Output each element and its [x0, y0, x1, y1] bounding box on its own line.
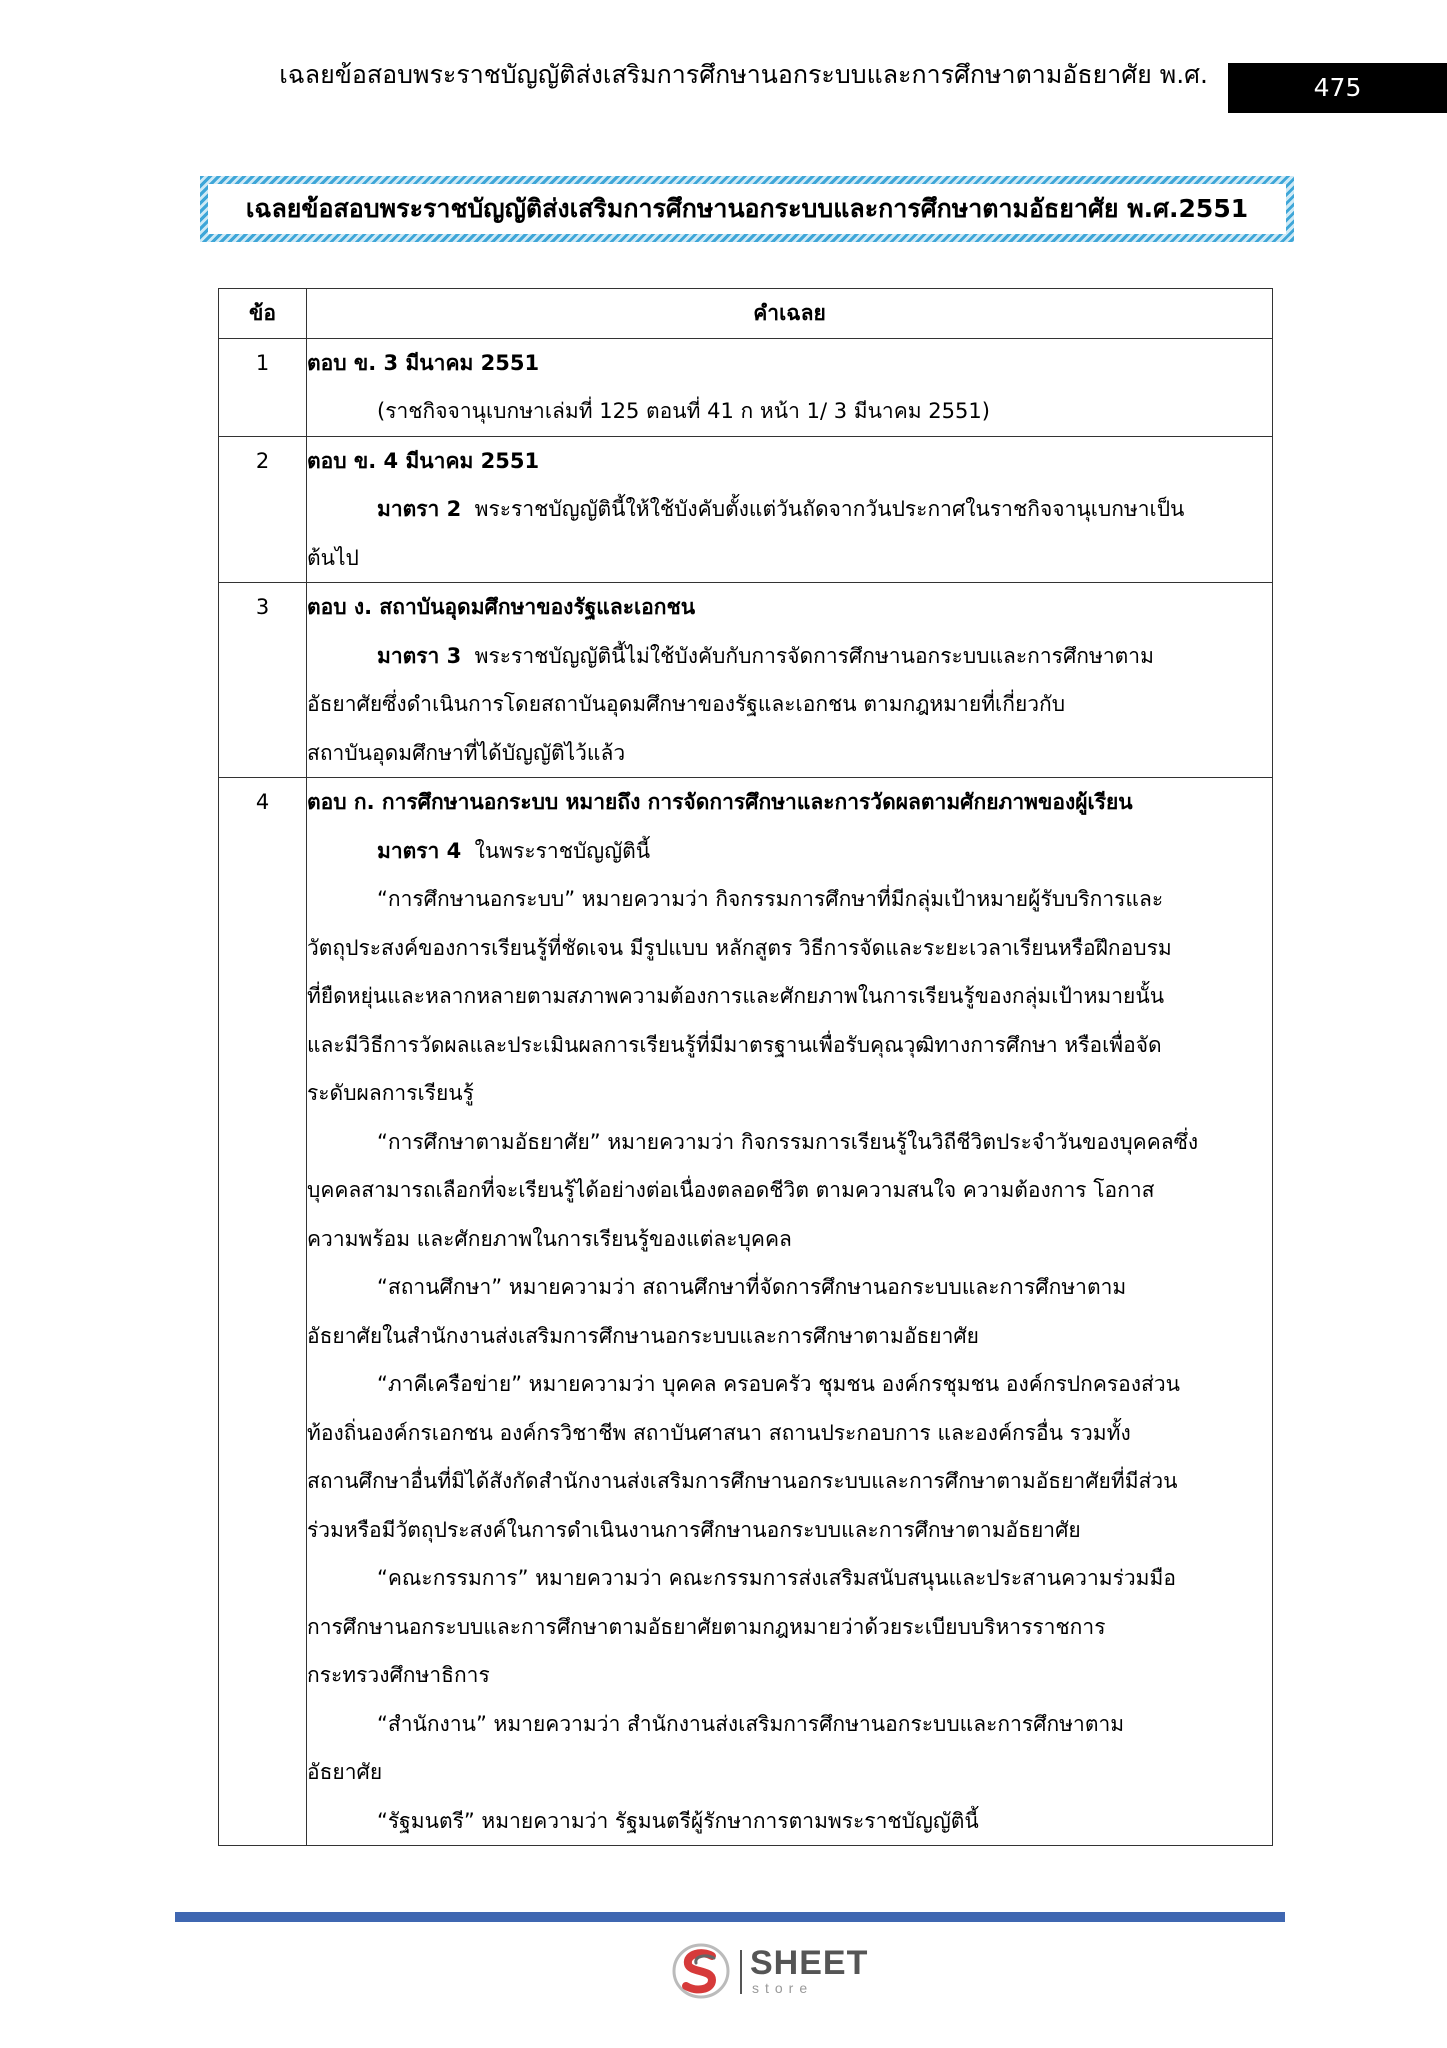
answer-table	[218, 288, 1273, 1846]
definition-line: ท้องถิ่นองค์กรเอกชน องค์กรวิชาชีพ สถาบันศาสนา สถานประกอบการ และองค์กรอื่น รวมทั้ง	[307, 1420, 1131, 1445]
definition-line: “ภาคีเครือข่าย” หมายความว่า บุคคล ครอบครัว ชุมชน องค์กรชุมชน องค์กรปกครองส่วน	[377, 1372, 1181, 1396]
definition-line: ที่ยืดหยุ่นและหลากหลายตามสภาพความต้องการและศักยภาพในการเรียนรู้ของกลุ่มเป้าหมายนั้น	[307, 984, 1165, 1008]
definition-line: บุคคลสามารถเลือกที่จะเรียนรู้ได้อย่างต่อเนื่องตลอดชีวิต ตามความสนใจ ความต้องการ โอกาส	[307, 1178, 1155, 1202]
table-row	[219, 583, 1273, 778]
definition-line: ความพร้อม และศักยภาพในการเรียนรู้ของแต่ละบุคคล	[307, 1226, 792, 1251]
definition-line: วัตถุประสงค์ของการเรียนรู้ที่ชัดเจน มีรูปแบบ หลักสูตร วิธีการจัดและระยะเวลาเรียนหรือฝึกอบรม	[307, 935, 1172, 960]
section-text: ในพระราชบัญญัตินี้	[474, 838, 651, 863]
answer-choice: ตอบ ก. การศึกษานอกระบบ หมายถึง การจัดการศึกษาและการวัดผลตามศักยภาพของผู้เรียน	[307, 790, 1133, 814]
answer-cell	[307, 338, 1273, 436]
section-text: พระราชบัญญัตินี้ไม่ใช้บังคับกับการจัดการศึกษานอกระบบและการศึกษาตาม	[474, 643, 1154, 668]
definition-line: การศึกษานอกระบบและการศึกษาตามอัธยาศัยตามกฎหมายว่าด้วยระเบียบบริหารราชการ	[307, 1614, 1106, 1639]
answer-choice: ตอบ ข. 4 มีนาคม 2551	[307, 448, 540, 473]
explanation-line	[307, 632, 1272, 681]
answer-choice: ตอบ ง. สถาบันอุดมศึกษาของรัฐและเอกชน	[307, 595, 696, 619]
section-label: มาตรา 3	[377, 643, 462, 668]
definition-line: “การศึกษานอกระบบ” หมายความว่า กิจกรรมการศึกษาที่มีกลุ่มเป้าหมายผู้รับบริการและ	[377, 887, 1164, 911]
logo-subtext: store	[752, 1980, 814, 1996]
section-label: มาตรา 4	[377, 838, 462, 863]
row-number: 3	[219, 583, 307, 778]
definition-line: ร่วมหรือมีวัตถุประสงค์ในการดำเนินงานการศึกษานอกระบบและการศึกษาตามอัธยาศัย	[307, 1517, 1081, 1542]
answer-cell	[307, 583, 1273, 778]
logo-wordmark: SHEET	[750, 1944, 869, 1982]
answer-choice: ตอบ ข. 3 มีนาคม 2551	[307, 350, 540, 375]
page-number: 475	[1228, 63, 1447, 113]
row-number: 2	[219, 436, 307, 583]
definition-line: กระทรวงศึกษาธิการ	[307, 1663, 490, 1687]
definition-line: “คณะกรรมการ” หมายความว่า คณะกรรมการส่งเสริมสนับสนุนและประสานความร่วมมือ	[377, 1566, 1176, 1590]
row-number: 4	[219, 778, 307, 1846]
column-header-answer: คำเฉลย	[307, 289, 1273, 339]
definition-line: “รัฐมนตรี” หมายความว่า รัฐมนตรีผู้รักษาการตามพระราชบัญญัตินี้	[377, 1808, 979, 1833]
explanation-line: อัธยาศัยซึ่งดำเนินการโดยสถาบันอุดมศึกษาของรัฐและเอกชน ตามกฎหมายที่เกี่ยวกับ	[307, 692, 1066, 716]
explanation-line: สถาบันอุดมศึกษาที่ได้บัญญัติไว้แล้ว	[307, 740, 626, 765]
column-header-no: ข้อ	[219, 289, 307, 339]
answer-cell	[307, 778, 1273, 1846]
page-title: เฉลยข้อสอบพระราชบัญญัติส่งเสริมการศึกษานอกระบบและการศึกษาตามอัธยาศัย พ.ศ.2551	[208, 184, 1286, 234]
definition-line: “สำนักงาน” หมายความว่า สำนักงานส่งเสริมการศึกษานอกระบบและการศึกษาตาม	[377, 1711, 1125, 1736]
logo-divider	[740, 1950, 742, 1994]
explanation-line: (ราชกิจจานุเบกษาเล่มที่ 125 ตอนที่ 41 ก หน้า 1/ 3 มีนาคม 2551)	[377, 399, 990, 423]
row-number: 1	[219, 338, 307, 436]
title-banner	[200, 176, 1294, 242]
definition-line: “การศึกษาตามอัธยาศัย” หมายความว่า กิจกรรมการเรียนรู้ในวิถีชีวิตประจำวันของบุคคลซึ่ง	[377, 1129, 1199, 1154]
definition-line: สถานศึกษาอื่นที่มิได้สังกัดสำนักงานส่งเสริมการศึกษานอกระบบและการศึกษาตามอัธยาศัยที่มีส่วน	[307, 1469, 1178, 1493]
table-row	[219, 778, 1273, 1846]
definition-line: อัธยาศัยในสำนักงานส่งเสริมการศึกษานอกระบบและการศึกษาตามอัธยาศัย	[307, 1323, 979, 1348]
table-row	[219, 338, 1273, 436]
section-label: มาตรา 2	[377, 497, 462, 521]
definition-line: ระดับผลการเรียนรู้	[307, 1081, 474, 1105]
answer-cell	[307, 436, 1273, 583]
definition-line: อัธยาศัย	[307, 1760, 383, 1784]
sheet-store-logo	[672, 1940, 872, 2000]
section-text: พระราชบัญญัตินี้ให้ใช้บังคับตั้งแต่วันถัดจากวันประกาศในราชกิจจานุเบกษาเป็น	[474, 497, 1185, 521]
definition-line: “สถานศึกษา” หมายความว่า สถานศึกษาที่จัดการศึกษานอกระบบและการศึกษาตาม	[377, 1275, 1127, 1299]
footer-rule	[175, 1912, 1285, 1922]
definition-line: และมีวิธีการวัดผลและประเมินผลการเรียนรู้ที่มีมาตรฐานเพื่อรับคุณวุฒิทางการศึกษา หรือเพื่อจัด	[307, 1032, 1162, 1057]
sheet-store-logo-icon	[672, 1942, 730, 2000]
running-header: เฉลยข้อสอบพระราชบัญญัติส่งเสริมการศึกษานอกระบบและการศึกษาตามอัธยาศัย พ.ศ.	[279, 60, 1208, 89]
explanation-line	[307, 485, 1272, 534]
explanation-line: ต้นไป	[307, 545, 359, 570]
table-header-row	[219, 289, 1273, 339]
explanation-line	[307, 827, 1272, 876]
table-row	[219, 436, 1273, 583]
